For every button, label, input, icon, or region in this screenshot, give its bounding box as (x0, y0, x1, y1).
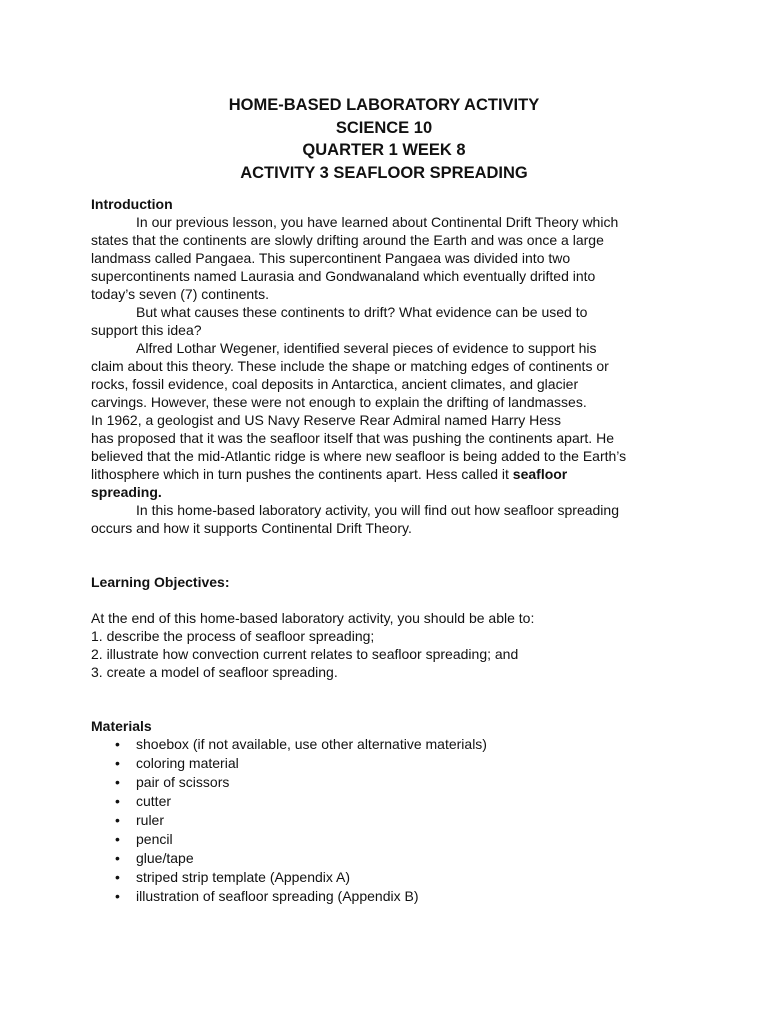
list-item (91, 830, 681, 849)
intro-line: Alfred Lothar Wegener, identified several pieces of evidence to support his (136, 340, 597, 356)
intro-line-text: lithosphere which in turn pushes the continents apart. Hess called it (91, 466, 513, 482)
list-item (91, 849, 681, 868)
intro-line: carvings. However, these were not enough to explain the drifting of landmasses. (91, 394, 587, 410)
intro-line: states that the continents are slowly drifting around the Earth and was once a large (91, 232, 604, 248)
material-label: striped strip template (Appendix A) (136, 869, 350, 885)
material-label: cutter (136, 793, 172, 809)
list-item (91, 754, 681, 773)
document-body (91, 195, 681, 906)
list-item (91, 773, 681, 792)
bullet-icon: • (115, 755, 120, 771)
bold-term-seafloor: seafloor (512, 466, 568, 482)
title-line-3: QUARTER 1 WEEK 8 (302, 141, 466, 159)
materials-heading: Materials (91, 718, 152, 734)
objectives-intro: At the end of this home-based laboratory activity, you should be able to: (91, 610, 535, 626)
materials-list (91, 735, 681, 906)
objectives-section (91, 609, 681, 681)
list-item (91, 887, 681, 906)
intro-line: rocks, fossil evidence, coal deposits in Antarctica, ancient climates, and glacier (91, 376, 579, 392)
list-item (91, 735, 681, 754)
spacer (91, 591, 681, 609)
intro-line: But what causes these continents to drift? What evidence can be used to (136, 304, 588, 320)
objective-item: 3. create a model of seafloor spreading. (91, 664, 338, 680)
spacer (91, 681, 681, 717)
intro-line: In our previous lesson, you have learned about Continental Drift Theory which (136, 214, 619, 230)
objectives-heading: Learning Objectives: (91, 574, 230, 590)
title-line-1: HOME-BASED LABORATORY ACTIVITY (228, 96, 540, 114)
intro-line: landmass called Pangaea. This supercontinent Pangaea was divided into two (91, 250, 571, 266)
intro-line: occurs and how it supports Continental Drift Theory. (91, 520, 412, 536)
material-label: pencil (136, 831, 173, 847)
bullet-icon: • (115, 831, 120, 847)
bullet-icon: • (115, 850, 120, 866)
material-label: coloring material (136, 755, 239, 771)
bullet-icon: • (115, 736, 120, 752)
document-title-block (0, 94, 768, 184)
introduction-section (91, 213, 681, 537)
material-label: glue/tape (136, 850, 194, 866)
objective-item: 2. illustrate how convection current relates to seafloor spreading; and (91, 646, 519, 662)
bold-term-spreading: spreading. (91, 484, 162, 500)
objective-item: 1. describe the process of seafloor spreading; (91, 628, 375, 644)
bullet-icon: • (115, 869, 120, 885)
intro-line: claim about this theory. These include the shape or matching edges of continents or (91, 358, 609, 374)
intro-line: support this idea? (91, 322, 202, 338)
list-item (91, 792, 681, 811)
list-item (91, 811, 681, 830)
bullet-icon: • (115, 812, 120, 828)
intro-line: In 1962, a geologist and US Navy Reserve Rear Admiral named Harry Hess (91, 412, 561, 428)
title-line-2: SCIENCE 10 (335, 118, 433, 137)
spacer (91, 537, 681, 573)
intro-line: believed that the mid-Atlantic ridge is where new seafloor is being added to the Earth’s (91, 448, 627, 464)
title-line-4: ACTIVITY 3 SEAFLOOR SPREADING (240, 163, 528, 182)
bullet-icon: • (115, 793, 120, 809)
material-label: ruler (136, 812, 165, 828)
material-label: shoebox (if not available, use other alternative materials) (136, 736, 487, 752)
intro-line: has proposed that it was the seafloor itself that was pushing the continents apart. He (91, 430, 614, 446)
intro-line: today’s seven (7) continents. (91, 286, 269, 302)
material-label: pair of scissors (136, 774, 230, 790)
bullet-icon: • (115, 774, 120, 790)
intro-line: In this home-based laboratory activity, you will find out how seafloor spreading (136, 502, 619, 518)
intro-line: supercontinents named Laurasia and Gondwanaland which eventually drifted into (91, 268, 596, 284)
material-label: illustration of seafloor spreading (Appendix B) (136, 888, 419, 904)
introduction-heading: Introduction (91, 196, 173, 212)
list-item (91, 868, 681, 887)
intro-line-with-term (91, 465, 681, 483)
bullet-icon: • (115, 888, 120, 904)
